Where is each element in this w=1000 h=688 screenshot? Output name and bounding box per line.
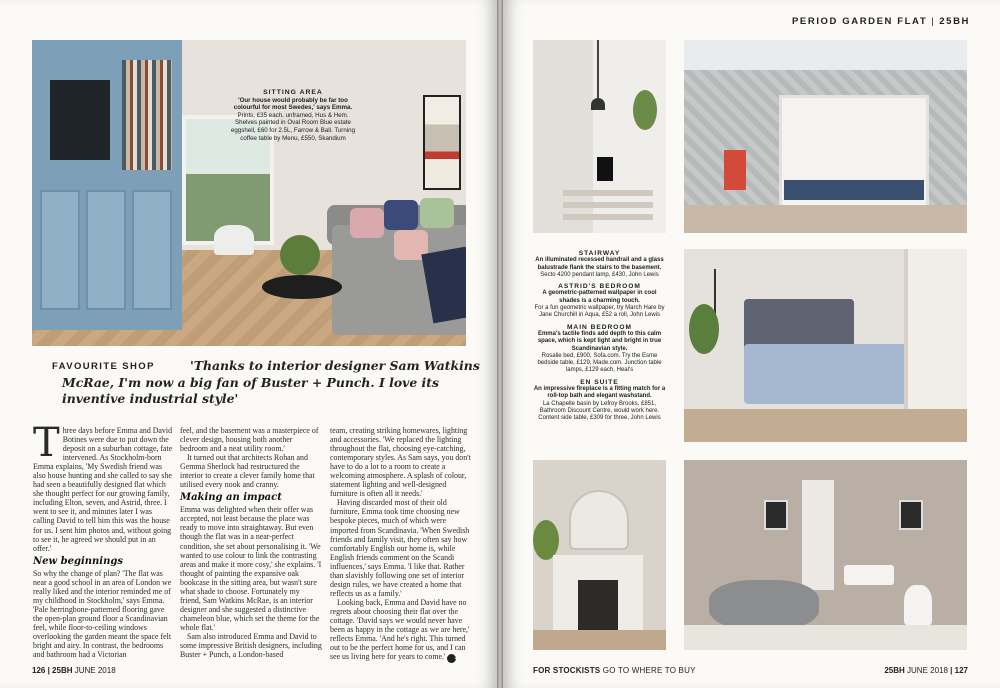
paragraph: Having discarded most of their old furniture, Emma took time choosing new bespoke pieces, much of which were imported from Scandinavia. 'When Swedish friends and family visit, they often say how comfortably English our home is, while English friends comment on the Scandi influences,' says Emma. 'I like that. Rather than slavishly following one set of interior design rules, we have created a home that reflects us as a family.' [330, 498, 470, 598]
body-column-3 [330, 426, 472, 663]
caption-main-bedroom: MAIN BEDROOM Emma's tactile finds add depth to this calm space, which is kept light and bright in true Scandinavian style. Rosalie bed, £900, Sofa.com. Try the Esme bedside table, £129, Made.com. Junction table lamps, £129 each, Heal's [537, 323, 662, 374]
subhead-new-beginnings: New beginnings [33, 555, 123, 567]
left-page [0, 0, 497, 688]
body-column-2 [180, 426, 322, 659]
running-head-title: PERIOD GARDEN FLAT [791, 16, 928, 27]
paragraph: Looking back, Emma and David have no regrets about choosing their flat over the cottage. 'David says we would never have been as happy in the cottage as we are here,' reflects Emma. 'And he's right. This turned out to be the perfect home for us, and I can see us living here for years to come.' 25 [330, 597, 470, 662]
favourite-shop-quote: 'Thanks to interior designer Sam Watkins McRae, I'm now a big fan of Buster + Punch. I love its inventive industrial style' [62, 358, 480, 406]
main-bedroom-photo [684, 249, 967, 442]
plant [533, 520, 559, 560]
wall-print [423, 95, 461, 190]
sitting-area-photo [32, 40, 466, 346]
caption-details: Prints, £35 each, unframed, Hus & Hem. Shelves painted in Oval Room Blue estate eggshell, £60 for 2.5L, Farrow & Ball. Turning coffee table by Menu, £550, Skandium [230, 111, 356, 142]
mirror [569, 490, 629, 550]
caption-title: SITTING AREA [263, 89, 323, 96]
dining-chair [214, 225, 254, 255]
page-number: 127 [954, 666, 968, 675]
paragraph: feel, and the basement was a masterpiece of clever design, housing both another bedroom and a neat utility room.' [180, 426, 319, 454]
stockists-label: FOR STOCKISTS [533, 666, 601, 675]
folio-date: JUNE 2018 [74, 666, 116, 675]
plant [280, 235, 320, 275]
page-folio-right: 25BH JUNE 2018 | 127 [884, 666, 968, 675]
bed [744, 344, 914, 404]
paragraph: It turned out that architects Rohan and Gemma Sherlock had restructured the interior to create a clever family home that utilised every nook and cranny. [180, 453, 315, 490]
paragraph: Sam also introduced Emma and David to some impressive British designers, including Buster + Punch, a London-based [180, 631, 322, 660]
caption-en-suite: EN SUITE An impressive fireplace is a fitting match for a roll-top bath and elegant washstand. La Chapelle basin by Lefroy Brooks, £851, Bathroom Discount Centre, would work here. Content side table, £309 for three, John Lewis [533, 378, 666, 422]
pendant-lamp [597, 40, 599, 100]
plant [689, 304, 719, 354]
television [50, 80, 110, 160]
pink-cushion [350, 208, 384, 238]
washstand [844, 565, 894, 585]
subhead-making-an-impact: Making an impact [180, 492, 282, 504]
paragraph: So why the change of plan? 'The flat was near a good school in an area of London we really liked and the interior reminded me of my childhood in Stockholm,' says Emma. 'Pale herringbone-patterned flooring gave the open-plan ground floor a Scandinavian feel, while floor-to-ceiling windows overlooking the garden meant the space felt bright and airy. In contrast, the bedrooms and bathroom had a Victorian [33, 568, 172, 660]
fireplace-photo [533, 460, 666, 650]
page-folio-left: 126 | 25BH JUNE 2018 [32, 666, 116, 675]
framed-print [595, 155, 615, 183]
green-cushion [420, 198, 454, 228]
caption-astrids-bedroom: ASTRID'S BEDROOM A geometric-patterned wallpaper in cool shades is a charming touch. For a fun geometric wallpaper, try March Hare by Jane Churchill in Aqua, £52 a roll, John Lewis [534, 283, 665, 319]
stockists-text: GO TO WHERE TO BUY [602, 666, 696, 675]
blue-cushion [384, 200, 418, 230]
running-head-separator: | [931, 16, 936, 27]
roll-top-bath [709, 580, 819, 630]
running-head-brand: 25BH [939, 16, 970, 27]
toilet [904, 585, 932, 625]
stockists-note [533, 666, 696, 675]
stairway-photo [533, 40, 666, 233]
paragraph: Emma was delighted when their offer was accepted, not least because the place was ready to move into straightaway. But even though the flat was in a near-perfect condition, she set about personalising it. 'We wanted to use colour to link the contrasting areas and make it more cosy,' she explains. 'I thought of painting the expansive oak bookcase in the sitting area, but wasn't sure what shade to choose. Fortunately my friend, Sam Watkins McRae, is an interior designer and she suggested a distinctive chameleon blue, which set the theme for the whole flat.' [180, 505, 322, 632]
end-mark-icon: 25 [447, 654, 456, 663]
coffee-table [262, 275, 342, 299]
right-page-captions [533, 250, 666, 427]
red-chair [724, 150, 746, 190]
folio-brand: 25BH [884, 666, 905, 675]
caption-stairway: STAIRWAY An illuminated recessed handrail and a glass balustrade flank the stairs to the basement. Secto 4200 pendant lamp, £430, John Lewis [535, 250, 664, 278]
shuttered-window [904, 249, 967, 409]
page-number: 126 [32, 666, 46, 675]
paragraph: Three days before Emma and David Botines were due to put down the deposit on a suburban cottage, fate intervened. As Stockholm-born Emma explains, 'My Swedish friend was also house hunting and she called to say she had seen a beautifully designed flat which she thought perfect for our growing family, including Elton, seven, and Astrid, three. I went to see it, and minutes later I was calling David to tell him this was the house for us. I sent him photos and, without going to see it, he agreed we should put in an offer.' [33, 420, 173, 553]
drop-cap: T [33, 420, 60, 466]
astrids-bedroom-photo [684, 40, 967, 233]
folio-date: JUNE 2018 [907, 666, 948, 675]
body-column-1 [33, 420, 175, 660]
en-suite-photo [684, 460, 967, 650]
running-head [792, 16, 970, 27]
bookshelf [122, 60, 172, 170]
favourite-shop-heading: FAVOURITE SHOP [52, 361, 155, 372]
folio-brand: 25BH [52, 666, 73, 675]
sitting-area-caption [228, 89, 358, 142]
plant [633, 90, 657, 130]
paragraph: team, creating striking homewares, lighting and accessories. 'We replaced the lighting throughout the flat, choosing eye-catching, contemporary styles. As Sam says, you don't have to do a lot to a room to create a welcoming atmosphere. A splash of colour, statement lighting and well-designed furniture is often all it needs.' [330, 426, 471, 499]
caption-lead: 'Our house would probably be far too colourful for most Swedes,' says Emma. [233, 96, 353, 112]
tiled-doorway [802, 480, 834, 590]
